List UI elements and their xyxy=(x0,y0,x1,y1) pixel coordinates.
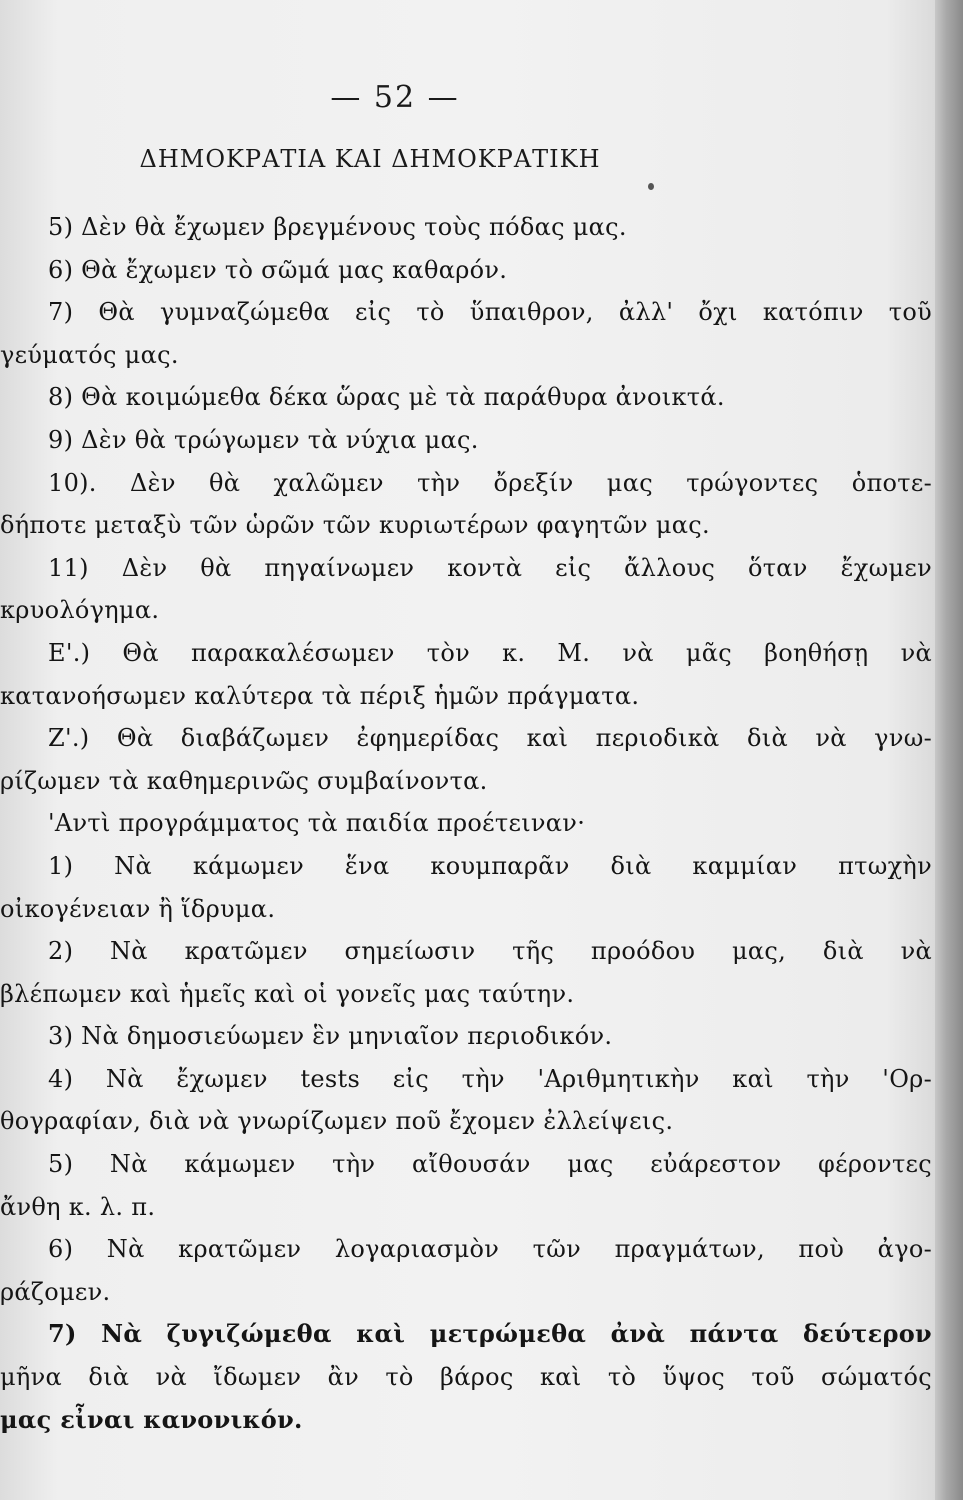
text-line: κατανοήσωμεν καλύτερα τὰ πέριξ ἡμῶν πράγματα. xyxy=(0,681,640,710)
text-line: 9) Δὲν θὰ τρώγωμεν τὰ νύχια μας. xyxy=(48,425,479,454)
text-line: μῆνα διὰ νὰ ἴδωμεν ἂν τὸ βάρος καὶ τὸ ὕψος τοῦ σώματός xyxy=(0,1363,932,1392)
text-line: 5) Νὰ κάμωμεν τὴν αἴθουσάν μας εὐάρεστον φέροντες xyxy=(48,1150,932,1179)
text-line: 8) Θὰ κοιμώμεθα δέκα ὥρας μὲ τὰ παράθυρα ἀνοικτά. xyxy=(48,383,725,412)
text-line: ράζομεν. xyxy=(0,1277,111,1306)
text-line: 6) Θὰ ἔχωμεν τὸ σῶμά μας καθαρόν. xyxy=(48,255,508,284)
text-line: 4) Νὰ ἔχωμεν tests εἰς τὴν 'Αριθμητικὴν καὶ τὴν 'Ορ- xyxy=(48,1064,932,1093)
text-line: δήποτε μεταξὺ τῶν ὡρῶν τῶν κυριωτέρων φαγητῶν μας. xyxy=(0,511,710,540)
page-edge-shadow xyxy=(935,0,963,1500)
text-line: κρυολόγημα. xyxy=(0,596,160,625)
text-line: ἄνθη κ. λ. π. xyxy=(0,1192,156,1221)
text-line: 6) Νὰ κρατῶμεν λογαριασμὸν τῶν πραγμάτων, ποὺ ἀγο- xyxy=(48,1235,932,1264)
text-line: ρίζωμεν τὰ καθημερινῶς συμβαίνοντα. xyxy=(0,766,488,795)
body-text xyxy=(0,206,932,1441)
text-line: μας εἶναι κανονικόν. xyxy=(0,1404,303,1434)
text-line: Ε'.) Θὰ παρακαλέσωμεν τὸν κ. Μ. νὰ μᾶς βοηθήσῃ νὰ xyxy=(48,638,932,667)
text-line: 5) Δὲν θὰ ἔχωμεν βρεγμένους τοὺς πόδας μας. xyxy=(48,213,627,241)
text-line: 7) Θὰ γυμναζώμεθα εἰς τὸ ὕπαιθρον, ἀλλ' ὄχι κατόπιν τοῦ xyxy=(48,298,932,327)
text-line: 3) Νὰ δημοσιεύωμεν ἓν μηνιαῖον περιοδικόν. xyxy=(48,1022,613,1051)
text-line: Ζ'.) Θὰ διαβάζωμεν ἐφημερίδας καὶ περιοδικὰ διὰ νὰ γνω- xyxy=(48,724,932,753)
text-line: 10). Δὲν θὰ χαλῶμεν τὴν ὄρεξίν μας τρώγοντες ὁποτε- xyxy=(48,468,932,497)
text-line: βλέπωμεν καὶ ἡμεῖς καὶ οἱ γονεῖς μας ταύτην. xyxy=(0,979,575,1008)
text-line: 1) Νὰ κάμωμεν ἕνα κουμπαρᾶν διὰ καμμίαν πτωχὴν xyxy=(48,851,932,880)
text-line: 7) Νὰ ζυγιζώμεθα καὶ μετρώμεθα ἀνὰ πάντα δεύτερον xyxy=(48,1319,932,1349)
text-line: 'Αντὶ προγράμματος τὰ παιδία προέτειναν· xyxy=(48,809,586,838)
text-line: 2) Νὰ κρατῶμεν σημείωσιν τῆς προόδου μας, διὰ νὰ xyxy=(48,937,932,966)
text-line: θογραφίαν, διὰ νὰ γνωρίζωμεν ποῦ ἔχομεν ἐλλείψεις. xyxy=(0,1107,674,1136)
running-head: ΔΗΜΟΚΡΑΤΙΑ ΚΑΙ ΔΗΜΟΚΡΑΤΙΚΗ xyxy=(139,145,601,173)
ink-speck xyxy=(648,183,654,190)
text-line: γεύματός μας. xyxy=(0,340,179,369)
text-line: οἰκογένειαν ἢ ἵδρυμα. xyxy=(0,894,276,923)
page-number: — 52 — xyxy=(330,80,460,115)
text-line: 11) Δὲν θὰ πηγαίνωμεν κοντὰ εἰς ἄλλους ὅταν ἔχωμεν xyxy=(48,553,932,582)
